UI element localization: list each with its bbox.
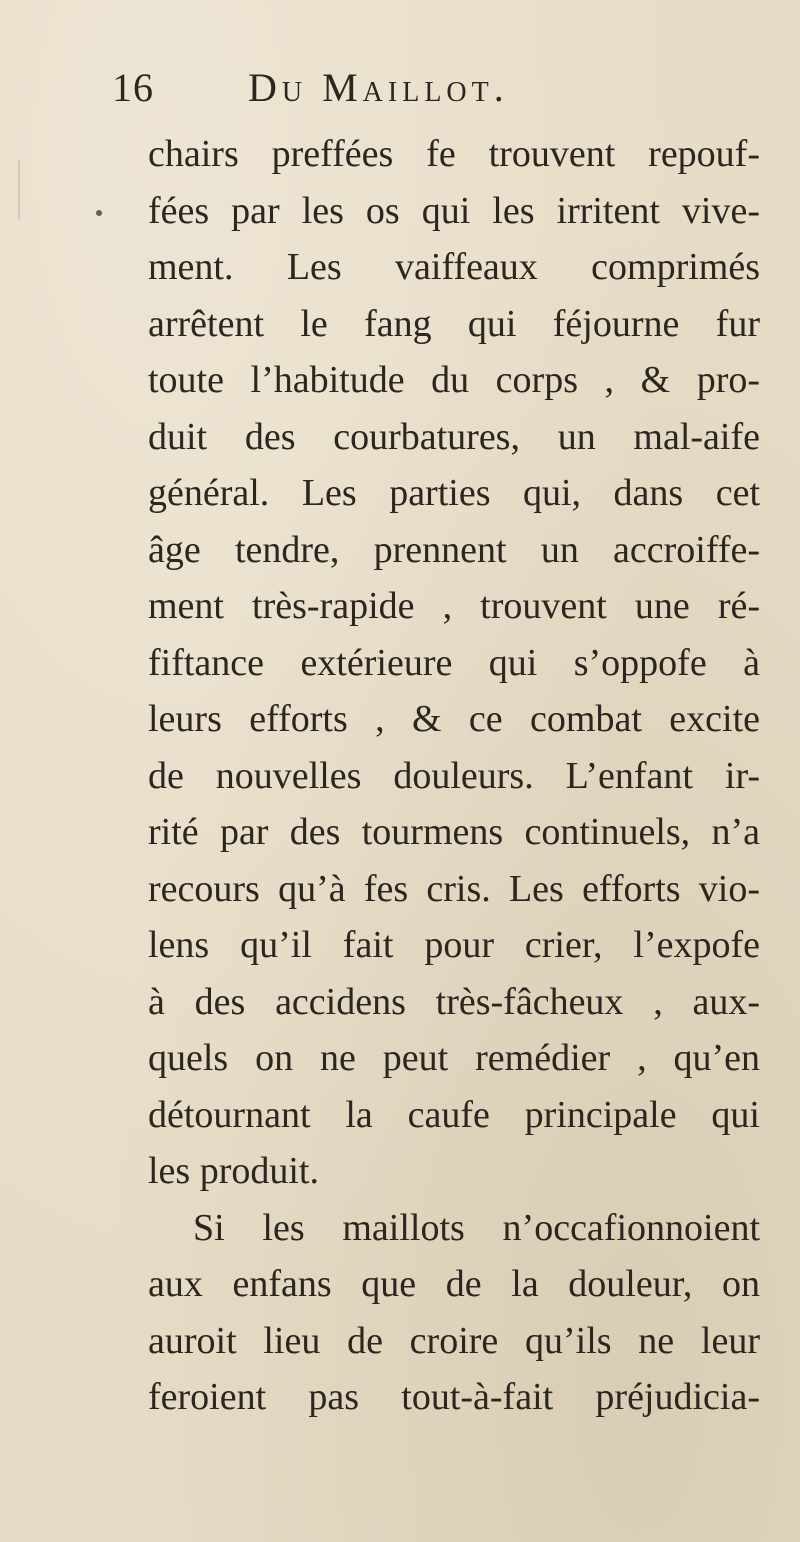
text-line: âge tendre, prennent un accroiffe- bbox=[148, 528, 760, 571]
text-line: de nouvelles douleurs. L’enfant ir- bbox=[148, 754, 760, 797]
text-line: fées par les os qui les irritent vive- bbox=[148, 189, 760, 232]
text-line: feroient pas tout-à-fait préjudicia- bbox=[148, 1376, 760, 1418]
text-line: toute l’habitude du corps , & pro- bbox=[148, 359, 760, 401]
text-line: à des accidens très-fâcheux , aux- bbox=[148, 980, 760, 1023]
page-number: 16 bbox=[112, 65, 154, 110]
body-text bbox=[148, 126, 760, 1426]
text-line: chairs preffées fe trouvent repouf- bbox=[148, 133, 760, 175]
text-line: quels on ne peut remédier , qu’en bbox=[148, 1037, 760, 1079]
paragraph-start-line: Si les maillots n’occafionnoient bbox=[193, 1206, 760, 1249]
text-line: général. Les parties qui, dans cet bbox=[148, 472, 760, 514]
text-line: détournant la caufe principale qui bbox=[148, 1093, 760, 1136]
text-line: les produit. bbox=[148, 1150, 319, 1192]
text-line: leurs efforts , & ce combat excite bbox=[148, 698, 760, 740]
text-line: arrêtent le fang qui féjourne fur bbox=[148, 302, 760, 345]
text-line: fiftance extérieure qui s’oppofe à bbox=[148, 641, 760, 684]
text-line: aux enfans que de la douleur, on bbox=[148, 1263, 760, 1305]
text-line: duit des courbatures, un mal-aife bbox=[148, 415, 760, 458]
text-line: recours qu’à fes cris. Les efforts vio- bbox=[148, 867, 760, 910]
page-header bbox=[112, 64, 712, 124]
text-line: ment. Les vaiffeaux comprimés bbox=[148, 246, 760, 288]
running-head: Du Maillot. bbox=[248, 65, 509, 110]
text-line: auroit lieu de croire qu’ils ne leur bbox=[148, 1319, 760, 1362]
margin-ink-dot bbox=[96, 210, 102, 216]
text-line: ment très-rapide , trouvent une ré- bbox=[148, 585, 760, 627]
text-line: lens qu’il fait pour crier, l’expofe bbox=[148, 924, 760, 966]
text-line: rité par des tourmens continuels, n’a bbox=[148, 811, 760, 853]
page-edge-shadow bbox=[18, 160, 20, 220]
